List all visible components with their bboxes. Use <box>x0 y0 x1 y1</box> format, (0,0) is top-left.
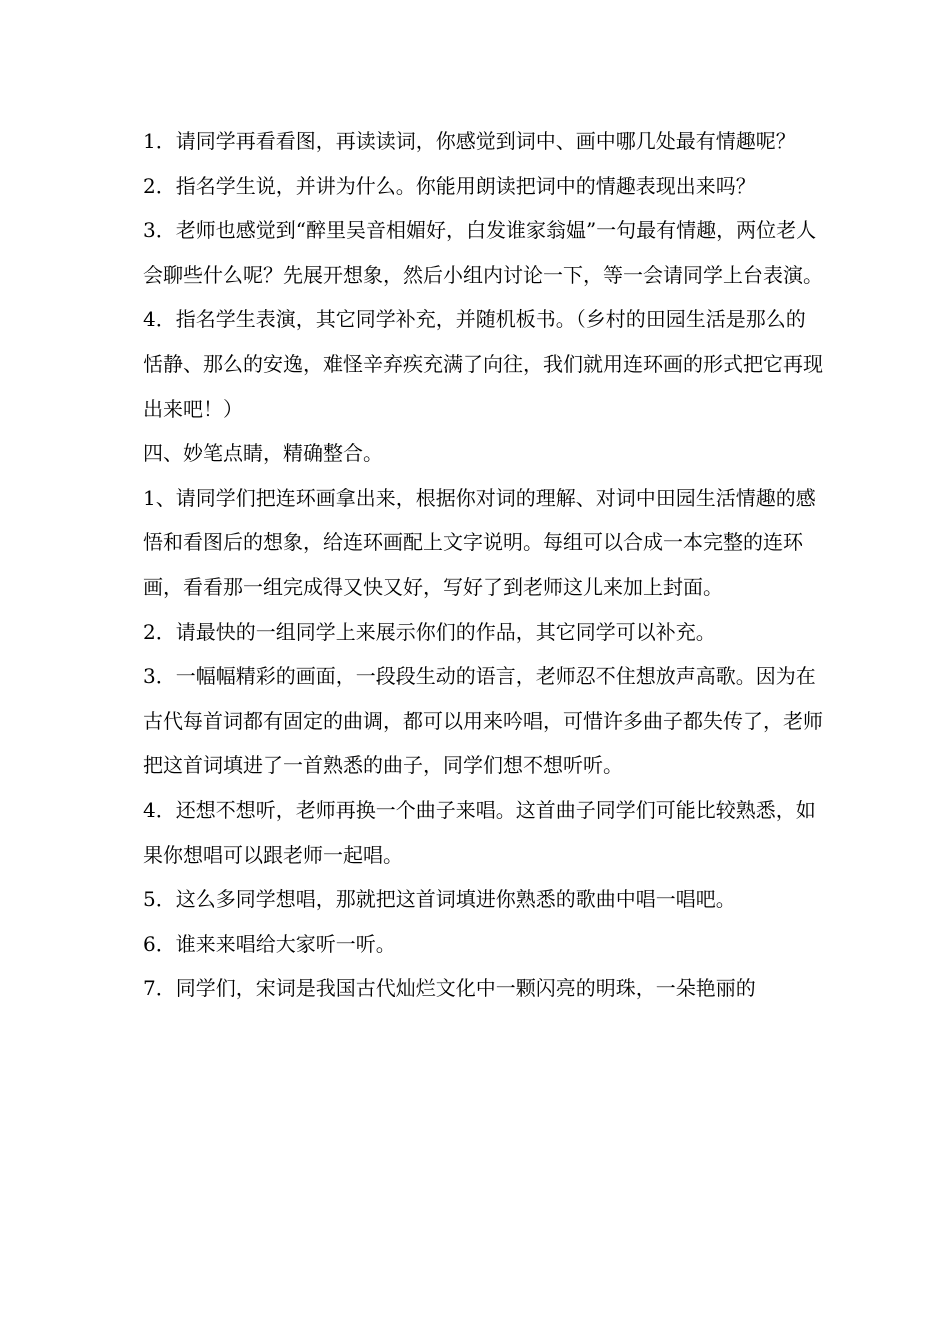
paragraph-section4-step-7: 7．同学们，宋词是我国古代灿烂文化中一颗闪亮的明珠，一朵艳丽的 <box>143 976 756 1001</box>
document-body <box>143 119 823 1011</box>
paragraph-section4-step-2: 2．请最快的一组同学上来展示你们的作品，其它同学可以补充。 <box>143 619 716 644</box>
paragraph-section4-step-6: 6．谁来来唱给大家听一听。 <box>143 931 396 956</box>
paragraph-step-1: 1．请同学再看看图，再读读词，你感觉到词中、画中哪几处最有情趣呢？ <box>143 129 796 153</box>
paragraph-section4-step-5: 5．这么多同学想唱，那就把这首词填进你熟悉的歌曲中唱一唱吧。 <box>143 887 736 912</box>
paragraph-step-3: 3．老师也感觉到“醉里吴音相媚好，白发谁家翁媪”一句最有情趣，两位老人会聊些什么呢？先展开想象，然后小组内讨论一下，等一会请同学上台表演。 <box>143 218 823 287</box>
paragraph-section4-step-4: 4．还想不想听，老师再换一个曲子来唱。这首曲子同学们可能比较熟悉，如果你想唱可以跟老师一起唱。 <box>143 797 816 867</box>
section-heading: 四、妙笔点睛，精确整合。 <box>143 441 383 466</box>
paragraph-section4-step-3: 3．一幅幅精彩的画面，一段段生动的语言，老师忍不住想放声高歌。因为在古代每首词都有固定的曲调，都可以用来吟唱，可惜许多曲子都失传了，老师把这首词填进了一首熟悉的曲子，同学们想不想听听。 <box>143 664 823 778</box>
paragraph-step-2: 2．指名学生说，并讲为什么。你能用朗读把词中的情趣表现出来吗？ <box>143 173 756 198</box>
paragraph-step-4: 4．指名学生表演，其它同学补充，并随机板书。（乡村的田园生活是那么的恬静、那么的安逸，难怪辛弃疾充满了向往，我们就用连环画的形式把它再现出来吧！） <box>143 307 823 421</box>
paragraph-section4-step-1: 1、请同学们把连环画拿出来，根据你对词的理解、对词中田园生活情趣的感悟和看图后的想象，给连环画配上文字说明。每组可以合成一本完整的连环画，看看那一组完成得又快又好，写好了到老师这儿来加上封面。 <box>143 485 816 599</box>
